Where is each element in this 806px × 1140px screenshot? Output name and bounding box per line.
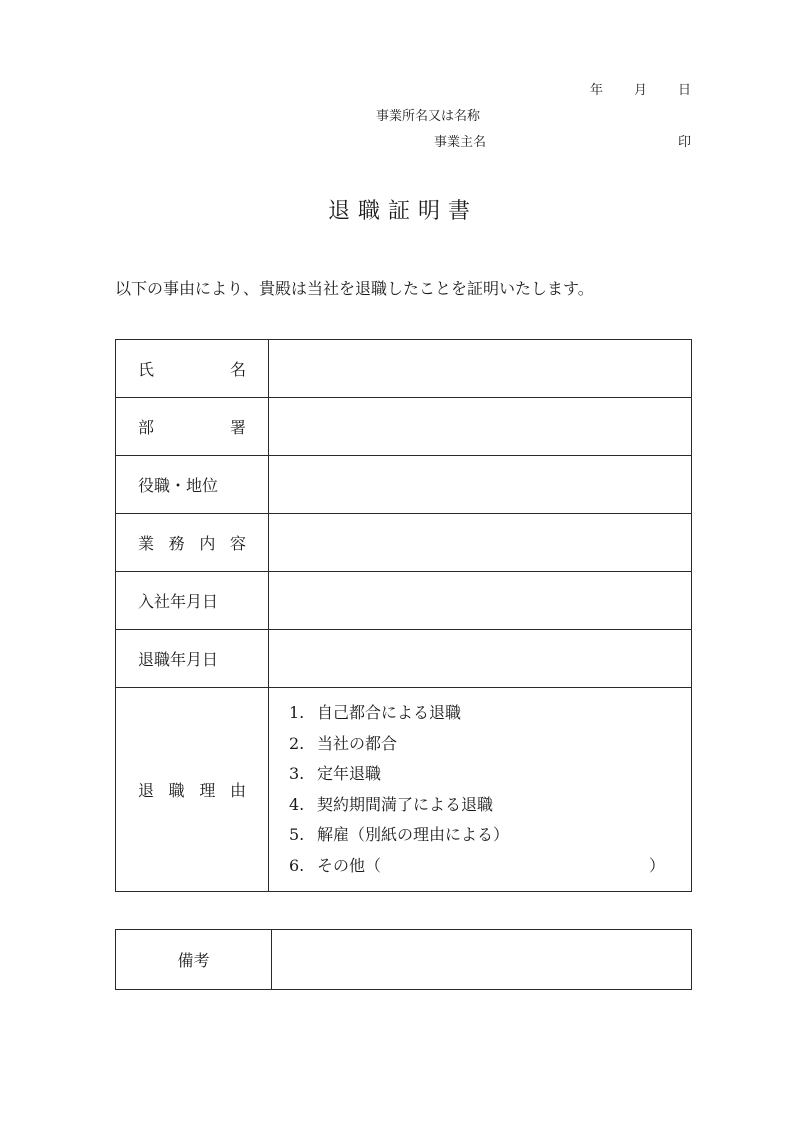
table-row bbox=[116, 930, 692, 990]
intro-text: 以下の事由により、貴殿は当社を退職したことを証明いたします。 bbox=[115, 279, 594, 298]
reason-option-other[interactable]: 6. その他（ ） bbox=[289, 855, 665, 875]
reason-option[interactable]: 2. 当社の都合 bbox=[289, 733, 398, 753]
table-row bbox=[116, 340, 692, 398]
table-row bbox=[116, 688, 692, 892]
office-name-label: 事業所名又は名称 bbox=[376, 109, 481, 124]
reason-option[interactable]: 1. 自己都合による退職 bbox=[289, 703, 462, 722]
position-label: 役職・地位 bbox=[116, 456, 269, 514]
name-label: 氏 名 bbox=[116, 340, 269, 398]
department-label: 部 署 bbox=[116, 398, 269, 456]
duties-label: 業 務 内 容 bbox=[116, 514, 269, 572]
day-label: 日 bbox=[678, 83, 692, 98]
certificate-table bbox=[115, 339, 692, 892]
reason-options bbox=[269, 688, 692, 892]
hire-date-value[interactable] bbox=[269, 572, 692, 630]
duties-value[interactable] bbox=[269, 514, 692, 572]
seal-mark: 印 bbox=[678, 135, 692, 150]
reason-option[interactable]: 4. 契約期間満了による退職 bbox=[289, 794, 494, 814]
reason-option[interactable]: 3. 定年退職 bbox=[289, 764, 382, 783]
remarks-label: 備考 bbox=[116, 930, 272, 990]
table-row bbox=[116, 398, 692, 456]
remarks-value[interactable] bbox=[272, 930, 692, 990]
table-row bbox=[116, 572, 692, 630]
department-value[interactable] bbox=[269, 398, 692, 456]
table-row bbox=[116, 514, 692, 572]
remarks-table bbox=[115, 929, 692, 990]
document-title: 退職証明書 bbox=[327, 199, 478, 224]
reason-option[interactable]: 5. 解雇（別紙の理由による） bbox=[289, 825, 510, 844]
year-label: 年 bbox=[590, 83, 604, 98]
date-line bbox=[0, 79, 806, 99]
owner-name-label: 事業主名 bbox=[434, 135, 487, 150]
leave-date-label: 退職年月日 bbox=[116, 630, 269, 688]
reason-label: 退 職 理 由 bbox=[116, 688, 269, 892]
table-row bbox=[116, 456, 692, 514]
position-value[interactable] bbox=[269, 456, 692, 514]
table-row bbox=[116, 630, 692, 688]
month-label: 月 bbox=[634, 83, 648, 98]
leave-date-value[interactable] bbox=[269, 630, 692, 688]
hire-date-label: 入社年月日 bbox=[116, 572, 269, 630]
name-value[interactable] bbox=[269, 340, 692, 398]
